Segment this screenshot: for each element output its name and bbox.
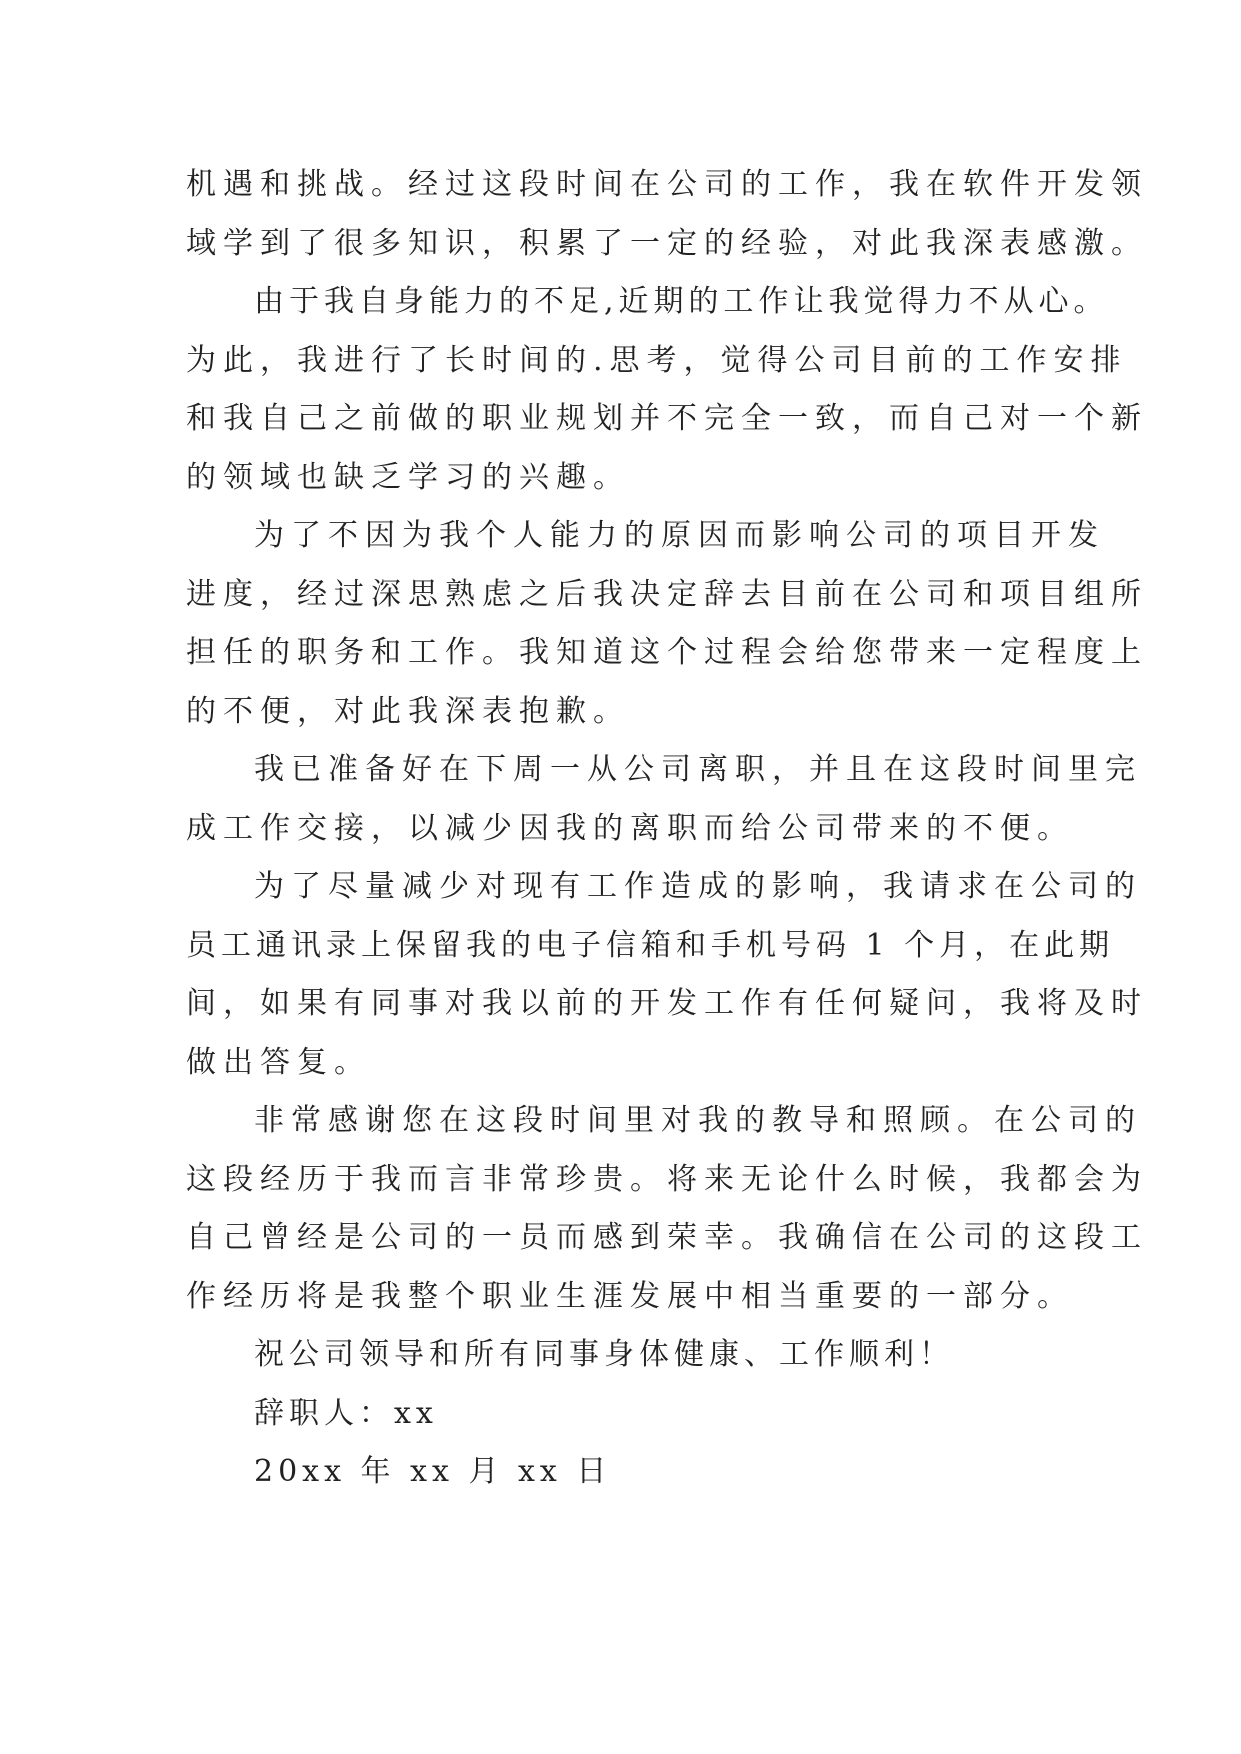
text-line: 为了不因为我个人能力的原因而影响公司的项目开发 xyxy=(254,518,1105,553)
text-line: 域学到了很多知识，积累了一定的经验，对此我深表感激。 xyxy=(186,225,1148,261)
text-line: 和我自己之前做的职业规划并不完全一致，而自己对一个新 xyxy=(186,401,1148,436)
paragraph-handover xyxy=(186,741,1142,858)
text-line: 做出答复。 xyxy=(186,1044,371,1080)
text-line: 进度，经过深思熟虑之后我决定辞去目前在公司和项目组所 xyxy=(186,576,1148,612)
text-line: 作经历将是我整个职业生涯发展中相当重要的一部分。 xyxy=(186,1278,1074,1314)
paragraph-wishes xyxy=(186,1326,1086,1385)
text-line: 自己曾经是公司的一员而感到荣幸。我确信在公司的这段工 xyxy=(186,1220,1148,1255)
text-line: 为此，我进行了长时间的.思考，觉得公司目前的工作安排 xyxy=(186,342,1128,378)
paragraph-decision xyxy=(186,507,1148,741)
text-line: 我已准备好在下周一从公司离职，并且在这段时间里完 xyxy=(254,752,1142,787)
text-line: 由于我自身能力的不足,近期的工作让我觉得力不从心。 xyxy=(254,284,1109,319)
signature-name: 辞职人：xx xyxy=(254,1395,438,1431)
text-line: 的领域也缺乏学习的兴趣。 xyxy=(186,459,630,495)
letter-body xyxy=(186,156,1148,1502)
text-line: 这段经历于我而言非常珍贵。将来无论什么时候，我都会为 xyxy=(186,1161,1148,1197)
text-line: 祝公司领导和所有同事身体健康、工作顺利！ xyxy=(254,1337,954,1372)
text-line: 间，如果有同事对我以前的开发工作有任何疑问，我将及时 xyxy=(186,986,1148,1021)
text-line: 机遇和挑战。经过这段时间在公司的工作，我在软件开发领 xyxy=(186,167,1148,202)
text-line: 为了尽量减少对现有工作造成的影响，我请求在公司的 xyxy=(254,869,1142,904)
signature-date: 20xx 年 xx 月 xx 日 xyxy=(254,1454,612,1489)
paragraph-reason xyxy=(186,273,1148,507)
text-line: 的不便，对此我深表抱歉。 xyxy=(186,693,630,729)
text-line: 非常感谢您在这段时间里对我的教导和照顾。在公司的 xyxy=(254,1103,1142,1138)
paragraph-intro-continuation xyxy=(186,156,1148,273)
paragraph-contact-request xyxy=(186,858,1148,1092)
signature-block xyxy=(186,1385,1086,1502)
text-line: 担任的职务和工作。我知道这个过程会给您带来一定程度上 xyxy=(186,635,1148,670)
text-line: 员工通讯录上保留我的电子信箱和手机号码 1 个月，在此期 xyxy=(186,927,1115,963)
text-line: 成工作交接，以减少因我的离职而给公司带来的不便。 xyxy=(186,810,1074,846)
paragraph-gratitude xyxy=(186,1092,1148,1326)
